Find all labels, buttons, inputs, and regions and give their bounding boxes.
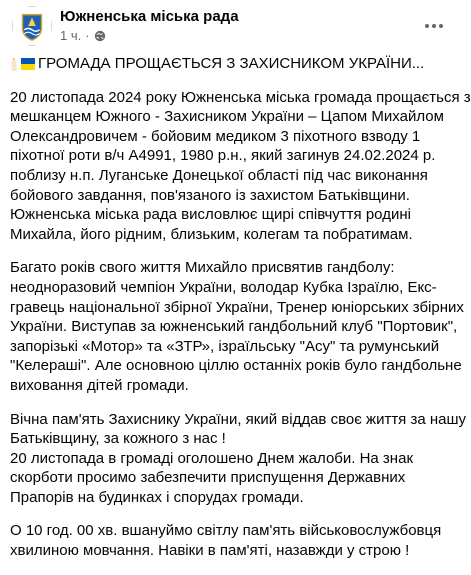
- text-line: Прапорів на будинках і спорудах громади.: [10, 488, 304, 506]
- post-header: [12, 6, 452, 46]
- text-line: Олександровичем - бойовим медиком 3 піхотного взводу 1: [10, 127, 421, 145]
- text-line: Михайла, його рідним, близьким, колегам та побратимам.: [10, 225, 413, 243]
- text-line: Багато років свого життя Михайло присвятив гандболу:: [10, 259, 395, 277]
- post-title: ГРОМАДА ПРОЩАЄТЬСЯ З ЗАХИСНИКОМ УКРАЇНИ...: [38, 55, 425, 72]
- text-line: мешканцем Южного - Захисником України – Цапом Михайлом: [10, 108, 444, 126]
- text-line: бойового завдання, пов'язаного із захистом Батьківщини.: [10, 186, 410, 204]
- paragraph-3: [10, 410, 467, 508]
- paragraph-1: [10, 88, 471, 245]
- text-line: виховання дітей громади.: [10, 376, 189, 394]
- page-name[interactable]: Южненська міська рада: [60, 8, 239, 25]
- page-avatar[interactable]: [12, 6, 52, 46]
- text-line: неодноразовий чемпіон України, володар Кубка Ізраїлю, Екс-: [10, 278, 437, 296]
- more-dot: [425, 24, 429, 28]
- text-line: Вічна пам'ять Захиснику України, який віддав своє життя за нашу: [10, 410, 467, 428]
- text-line: 20 листопада в громаді оголошено Днем жалоби. На знак: [10, 449, 414, 467]
- text-line: хвилиною мовчання. Навіки в пам'яті, назавжди у строю !: [10, 542, 410, 560]
- more-dot: [439, 24, 443, 28]
- coat-of-arms-icon: [13, 7, 51, 45]
- text-line: поблизу н.п. Луганське Донецької області під час виконання: [10, 166, 428, 184]
- text-line: запорізькі «Мотор» та «ЗТР», ізраїльську "Асу" та румунський: [10, 337, 440, 355]
- post-time[interactable]: 1 ч.: [60, 28, 82, 43]
- text-line: скорботи просимо забезпечити приспущення Державних: [10, 469, 406, 487]
- text-line: "Келераші". Але основною ціллю останніх років було гандбольне: [10, 357, 462, 375]
- globe-icon: [94, 30, 106, 42]
- post-meta: [60, 28, 106, 43]
- text-line: піхотної роти в/ч А4991, 1980 р.н., який загинув 24.02.2024 р.: [10, 147, 436, 165]
- text-line: О 10 год. 00 хв. вшануймо світлу пам'ять військовослужбовця: [10, 522, 442, 540]
- more-options-button[interactable]: [422, 14, 446, 38]
- text-line: України. Виступав за южненський гандбольний клуб "Портовик",: [10, 318, 458, 336]
- ukraine-flag-icon: [21, 58, 35, 70]
- meta-separator: ·: [85, 28, 90, 43]
- text-line: 20 листопада 2024 року Южненська міська громада прощається з: [10, 88, 471, 106]
- more-dot: [432, 24, 436, 28]
- text-line: гравець національної збірної України, Тренер юніорських збірних: [10, 298, 464, 316]
- text-line: Южненська міська рада висловлює щирі співчуття родині: [10, 206, 411, 224]
- paragraph-4: [10, 521, 450, 560]
- paragraph-2: [10, 258, 464, 395]
- candle-icon: [10, 57, 18, 71]
- text-line: Батьківщину, за кожного з нас !: [10, 430, 226, 448]
- post-content: [10, 54, 471, 575]
- post-title-line: [10, 54, 450, 74]
